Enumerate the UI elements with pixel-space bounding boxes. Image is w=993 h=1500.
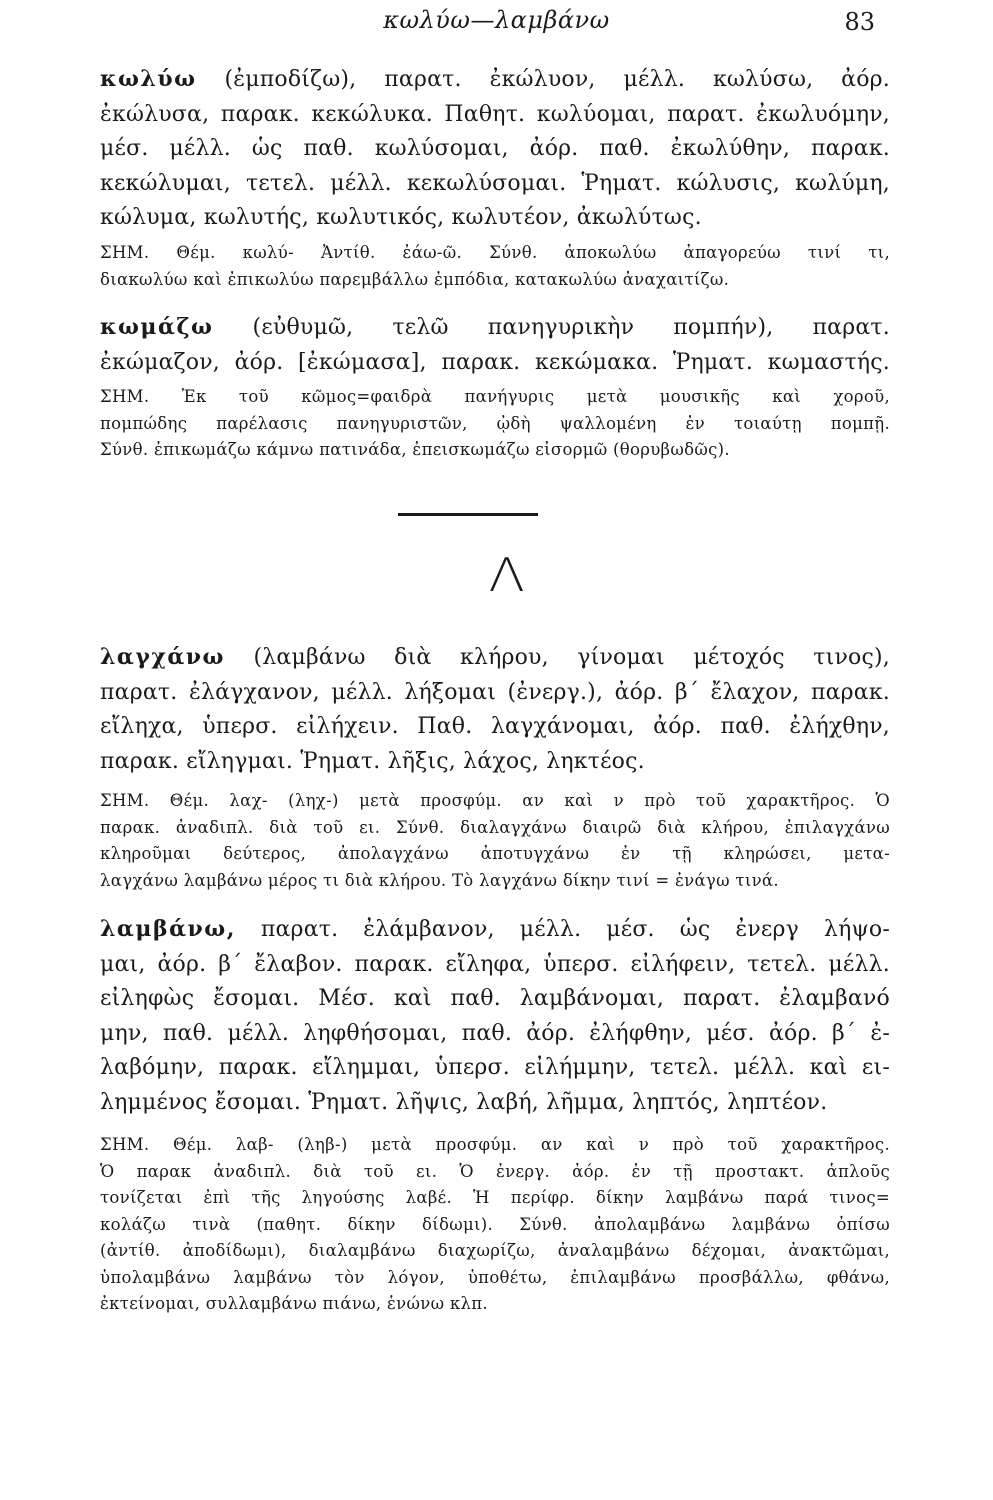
note-kolyo bbox=[100, 240, 890, 293]
entry-line: παρακ. εἴληγμαι. Ῥηματ. λῆξις, λάχος, ληκτέος. bbox=[100, 748, 645, 774]
entry-line: εἰληφὼς ἔσομαι. Μέσ. καὶ παθ. λαμβάνομαι, παρατ. ἐλαμβανό bbox=[100, 986, 890, 1011]
entry-komazo bbox=[100, 310, 890, 380]
entry-line: εἴληχα, ὑπερσ. εἰλήχειν. Παθ. λαγχάνομαι, ἀόρ. παθ. ἐλήχθην, bbox=[100, 714, 890, 739]
note-lagchano bbox=[100, 788, 890, 894]
entry-line: κεκώλυμαι, τετελ. μέλλ. κεκωλύσομαι. Ῥηματ. κώλυσις, κωλύμη, bbox=[100, 170, 890, 196]
entry-text: (ἐμποδίζω), παρατ. ἐκώλυον, μέλλ. κωλύσω, ἀόρ. bbox=[224, 67, 890, 92]
note-line: διακωλύω καὶ ἐπικωλύω παρεμβάλλω ἐμπόδια, κατακωλύω ἀναχαιτίζω. bbox=[100, 269, 730, 289]
note-lamvano bbox=[100, 1132, 890, 1318]
headword: κωμάζω bbox=[100, 314, 214, 340]
section-letter bbox=[0, 548, 993, 602]
headword: κωλύω bbox=[100, 66, 197, 92]
headword: λαγχάνω bbox=[100, 644, 225, 670]
headword: λαμβάνω, bbox=[100, 916, 236, 942]
entry-line: ἐκώλυσα, παρακ. κεκώλυκα. Παθητ. κωλύομαι, παρατ. ἐκωλυόμην, bbox=[100, 101, 890, 127]
entry-line bbox=[100, 912, 890, 948]
note-line: πομπώδης παρέλασις πανηγυριστῶν, ᾠδὴ ψαλλομένη ἐν τοιαύτῃ πομπῇ. bbox=[100, 413, 890, 433]
entry-line: μην, παθ. μέλλ. ληφθήσομαι, παθ. ἀόρ. ἐλήφθην, μέσ. ἀόρ. β΄ ἐ- bbox=[100, 1020, 890, 1046]
note-line: παρακ. ἀναδιπλ. διὰ τοῦ ει. Σύνθ. διαλαγχάνω διαιρῶ διὰ κλήρου, ἐπιλαγχάνω bbox=[100, 817, 890, 837]
entry-line: κώλυμα, κωλυτής, κωλυτικός, κωλυτέον, ἀκωλύτως. bbox=[100, 205, 702, 230]
note-line: κολάζω τινὰ (παθητ. δίκην δίδωμι). Σύνθ. ἀπολαμβάνω λαμβάνω ὀπίσω bbox=[100, 1214, 890, 1234]
page-number: 83 bbox=[844, 8, 875, 36]
entry-line bbox=[100, 310, 890, 346]
entry-line: λαβόμην, παρακ. εἴλημμαι, ὑπερσ. εἰλήμμην, τετελ. μέλλ. καὶ ει- bbox=[100, 1055, 890, 1080]
entry-line: μαι, ἀόρ. β΄ ἔλαβον. παρακ. εἴληφα, ὑπερσ. εἰλήφειν, τετελ. μέλλ. bbox=[100, 951, 890, 977]
note-line: ΣΗΜ. Θέμ. λαχ- (ληχ-) μετὰ προσφύμ. αν καὶ ν πρὸ τοῦ χαρακτῆρος. Ὁ bbox=[100, 791, 890, 810]
entry-text: (εὐθυμῶ, τελῶ πανηγυρικὴν πομπήν), παρατ. bbox=[252, 315, 890, 340]
section-divider bbox=[398, 513, 538, 516]
note-line: Ὁ παρακ ἀναδιπλ. διὰ τοῦ ει. Ὁ ἐνεργ. ἀόρ. ἐν τῇ προστακτ. ἁπλοῦς bbox=[100, 1161, 890, 1181]
note-line: ἐκτείνομαι, συλλαμβάνω πιάνω, ἑνώνω κλπ. bbox=[100, 1294, 488, 1313]
note-line: λαγχάνω λαμβάνω μέρος τι διὰ κλήρου. Τὸ λαγχάνω δίκην τινί = ἐνάγω τινά. bbox=[100, 870, 779, 890]
note-line: ὑπολαμβάνω λαμβάνω τὸν λόγον, ὑποθέτω, ἐπιλαμβάνω προσβάλλω, φθάνω, bbox=[100, 1267, 890, 1287]
running-title: κωλύω—λαμβάνω bbox=[383, 6, 610, 34]
note-komazo bbox=[100, 384, 890, 464]
entry-lagchano bbox=[100, 640, 890, 779]
note-line: (ἀντίθ. ἀποδίδωμι), διαλαμβάνω διαχωρίζω, ἀναλαμβάνω δέχομαι, ἀνακτῶμαι, bbox=[100, 1241, 890, 1260]
entry-text: παρατ. ἐλάμβανον, μέλλ. μέσ. ὡς ἐνεργ λήψο- bbox=[260, 917, 890, 942]
note-line: Σύνθ. ἐπικωμάζω κάμνω πατινάδα, ἐπεισκωμάζω εἰσορμῶ (θορυβωδῶς). bbox=[100, 440, 730, 459]
entry-line: μέσ. μέλλ. ὡς παθ. κωλύσομαι, ἀόρ. παθ. ἐκωλύθην, παρακ. bbox=[100, 136, 890, 161]
note-line: ΣΗΜ. Θέμ. λαβ- (ληβ-) μετὰ προσφύμ. αν καὶ ν πρὸ τοῦ χαρακτῆρος. bbox=[100, 1135, 890, 1154]
entry-line: λημμένος ἔσομαι. Ῥηματ. λῆψις, λαβή, λῆμμα, ληπτός, ληπτέον. bbox=[100, 1089, 828, 1115]
note-line: τονίζεται ἐπὶ τῆς ληγούσης λαβέ. Ἡ περίφρ. δίκην λαμβάνω παρά τινος= bbox=[100, 1188, 890, 1207]
running-head bbox=[0, 6, 993, 36]
note-line: ΣΗΜ. Θέμ. κωλύ- Ἀντίθ. ἐάω-ῶ. Σύνθ. ἀποκωλύω ἀπαγορεύω τινί τι, bbox=[100, 243, 890, 262]
entry-line bbox=[100, 640, 890, 676]
entry-lamvano bbox=[100, 912, 890, 1120]
note-line: ΣΗΜ. Ἐκ τοῦ κῶμος=φαιδρὰ πανήγυρις μετὰ μουσικῆς καὶ χοροῦ, bbox=[100, 387, 890, 406]
entry-line bbox=[100, 62, 890, 98]
entry-text: (λαμβάνω διὰ κλήρου, γίνομαι μέτοχός τινος), bbox=[253, 645, 890, 670]
entry-line: ἐκώμαζον, ἀόρ. [ἐκώμασα], παρακ. κεκώμακα. Ῥηματ. κωμαστής. bbox=[100, 349, 890, 375]
section-letter-glyph: Λ bbox=[488, 548, 525, 602]
entry-kolyo bbox=[100, 62, 890, 236]
entry-line: παρατ. ἐλάγχανον, μέλλ. λήξομαι (ἐνεργ.), ἀόρ. β΄ ἔλαχον, παρακ. bbox=[100, 679, 890, 705]
note-line: κληροῦμαι δεύτερος, ἀπολαγχάνω ἀποτυγχάνω ἐν τῇ κληρώσει, μετα- bbox=[100, 844, 890, 863]
